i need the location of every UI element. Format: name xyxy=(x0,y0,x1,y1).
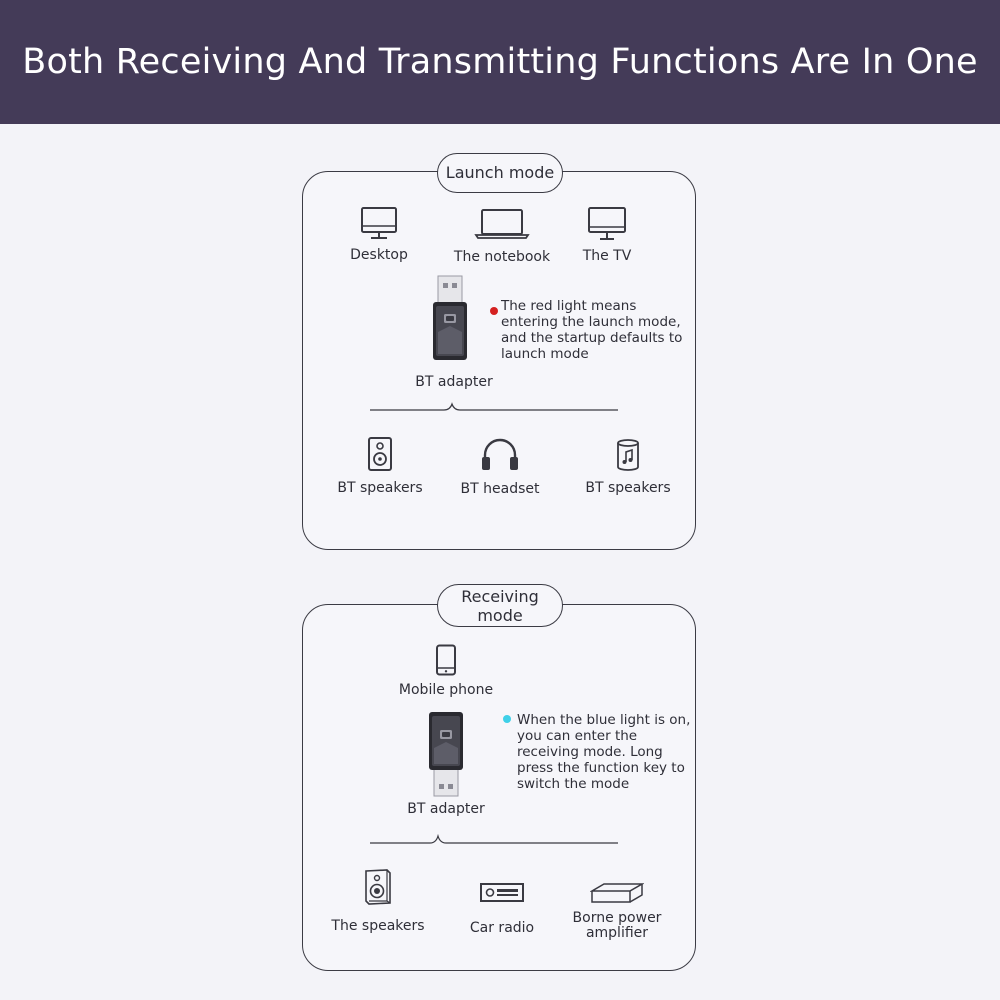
receive-note: When the blue light is on, you can enter the receiving mode. Long press the function key to switch the mode xyxy=(517,712,691,792)
tv-label: The TV xyxy=(582,248,632,264)
speaker-icon xyxy=(367,436,393,472)
header-banner xyxy=(0,0,1000,124)
bt-smart-speakers-label: BT speakers xyxy=(585,480,671,496)
bt-speakers-item xyxy=(332,436,428,496)
desktop-item xyxy=(340,206,418,263)
car-radio-label: Car radio xyxy=(469,920,535,936)
receiving-mode-label: Receiving mode xyxy=(437,584,563,627)
desktop-icon xyxy=(360,206,398,240)
car-radio-item xyxy=(452,882,552,936)
mobile-phone-item xyxy=(396,644,496,698)
smart-speaker-icon xyxy=(614,438,642,472)
blue-light-indicator xyxy=(503,715,511,723)
bt-adapter-icon xyxy=(426,708,466,798)
headset-icon xyxy=(480,438,520,472)
bt-smart-speakers-item xyxy=(580,438,676,496)
launch-brace xyxy=(370,400,620,414)
tv-item xyxy=(572,206,642,264)
speaker-box-icon xyxy=(363,868,393,906)
receive-brace xyxy=(370,832,620,846)
launch-mode-label: Launch mode xyxy=(437,153,563,193)
power-amplifier-item xyxy=(564,882,670,941)
desktop-label: Desktop xyxy=(350,247,408,263)
mobile-phone-label: Mobile phone xyxy=(398,682,494,698)
tv-icon xyxy=(587,206,627,242)
bt-headset-label: BT headset xyxy=(460,481,540,497)
receive-adapter-label: BT adapter xyxy=(407,801,485,817)
bt-speakers-label: BT speakers xyxy=(337,480,423,496)
notebook-item xyxy=(452,208,552,265)
laptop-icon xyxy=(474,208,530,240)
car-radio-icon xyxy=(479,882,525,904)
speakers-label: The speakers xyxy=(331,918,425,934)
power-amplifier-label: Borne power amplifier xyxy=(572,910,662,941)
mobile-phone-icon xyxy=(435,644,457,676)
banner-title: Both Receiving And Transmitting Functions Are In One xyxy=(22,42,978,82)
red-light-indicator xyxy=(490,307,498,315)
bt-adapter-icon xyxy=(430,274,470,364)
launch-adapter-label: BT adapter xyxy=(415,374,493,390)
notebook-label: The notebook xyxy=(453,249,551,265)
amplifier-icon xyxy=(590,882,644,904)
speakers-item xyxy=(328,868,428,934)
launch-note: The red light means entering the launch mode, and the startup defaults to launch mode xyxy=(501,298,683,362)
bt-headset-item xyxy=(452,438,548,497)
